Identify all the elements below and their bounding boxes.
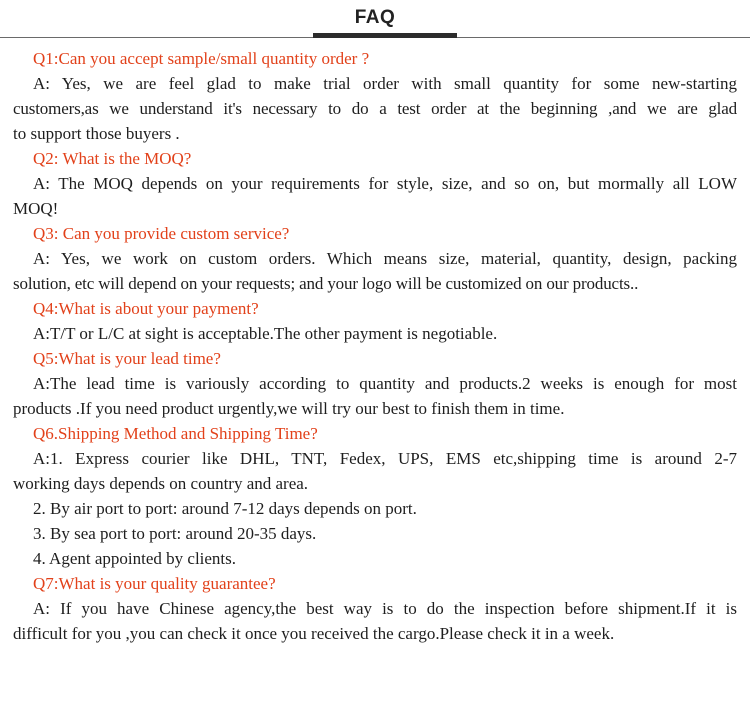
faq-answer-4-line-1: A:T/T or L/C at sight is acceptable.The other payment is negotiable. [33,324,498,343]
faq-question-2: Q2: What is the MOQ? [33,149,192,168]
faq-question-1: Q1:Can you accept sample/small quantity order ? [33,49,370,68]
faq-answer-2-line-1: A: The MOQ depends on your requirements for style, size, and so on, but mormally all LOW [33,174,737,193]
faq-answer-6-line-2: working days depends on country and area. [13,474,309,493]
faq-answer-6-line-3: 2. By air port to port: around 7-12 days depends on port. [33,499,417,518]
faq-answer-5-line-1: A:The lead time is variously according to quantity and products.2 weeks is enough for most [33,374,737,393]
faq-question-3: Q3: Can you provide custom service? [33,224,290,243]
faq-answer-1-line-3: to support those buyers . [13,124,180,143]
faq-list [13,46,737,646]
faq-question-6: Q6.Shipping Method and Shipping Time? [33,424,318,443]
title-underline [313,33,457,38]
faq-answer-1-line-1: A: Yes, we are feel glad to make trial order with small quantity for some new-starting [33,74,737,93]
faq-header [0,0,750,42]
faq-answer-1-line-2: customers,as we understand it's necessary to do a test order at the beginning ,and we are glad [13,99,737,118]
faq-answer-3-line-1: A: Yes, we work on custom orders. Which means size, material, quantity, design, packing [33,249,737,268]
page-title: FAQ [354,7,396,28]
faq-answer-7-line-2: difficult for you ,you can check it once you received the cargo.Please check it in a week. [13,624,615,643]
faq-question-4: Q4:What is about your payment? [33,299,259,318]
faq-answer-6-line-1: A:1. Express courier like DHL, TNT, Fedex, UPS, EMS etc,shipping time is around 2-7 [33,449,737,468]
faq-question-7: Q7:What is your quality guarantee? [33,574,276,593]
faq-answer-3-line-2: solution, etc will depend on your requests; and your logo will be customized on our products.. [13,274,639,293]
faq-answer-5-line-2: products .If you need product urgently,we will try our best to finish them in time. [13,399,565,418]
faq-answer-2-line-2: MOQ! [13,199,59,218]
faq-answer-7-line-1: A: If you have Chinese agency,the best way is to do the inspection before shipment.If it is [33,599,737,618]
faq-answer-6-line-4: 3. By sea port to port: around 20-35 days. [33,524,317,543]
faq-answer-6-line-5: 4. Agent appointed by clients. [33,549,237,568]
faq-question-5: Q5:What is your lead time? [33,349,221,368]
